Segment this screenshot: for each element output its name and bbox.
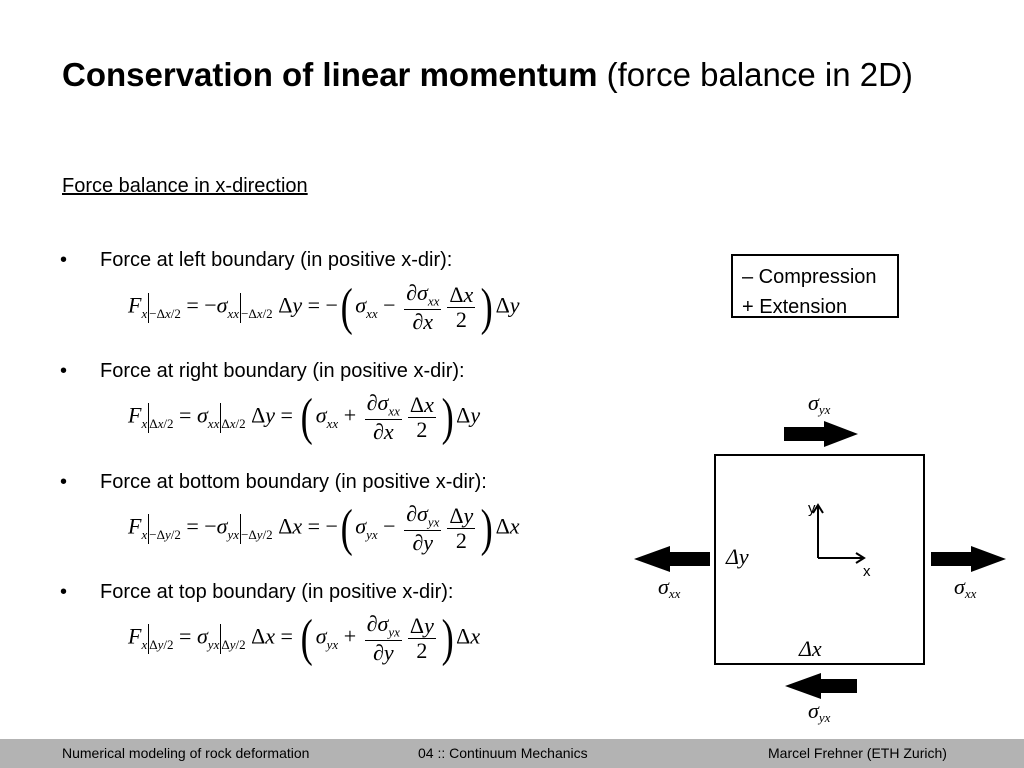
- stress-element-diagram: [620, 385, 1024, 730]
- bullet-right-boundary: Force at right boundary (in positive x-dir):: [100, 360, 465, 382]
- bullet-left-boundary: Force at left boundary (in positive x-dir):: [100, 249, 453, 271]
- bullet-marker: •: [60, 471, 68, 493]
- legend-extension: + Extension: [742, 296, 848, 318]
- section-heading: Force balance in x-direction: [62, 175, 308, 197]
- top-shear-arrow: [784, 421, 858, 447]
- equation-left-boundary: $F_x$ $_{-\Delta x/2} = -\sigma_{xx}$ $_{-\Delta x/2}$ Δy = −( $\sigma_{xx}$ − $\frac{\partial\sigma_{xx}}{\partial x}$ $\frac{\Delta x}{2}$ ) Δy: [128, 279, 520, 336]
- footer-bar: [0, 739, 1024, 768]
- bullet-bottom-boundary: Force at bottom boundary (in positive x-dir):: [100, 471, 487, 493]
- equation-bottom-boundary: $F_x$ $_{-\Delta y/2} = -\sigma_{yx}$ $_{-\Delta y/2}$ Δx = −( $\sigma_{yx}$ − $\frac{\partial\sigma_{yx}}{\partial y}$ $\frac{\Delta y}{2}$ ) Δx: [128, 500, 520, 557]
- right-normal-arrow: [931, 546, 1006, 572]
- bottom-shear-arrow: [785, 673, 857, 699]
- bullet-top-boundary: Force at top boundary (in positive x-dir):: [100, 581, 454, 603]
- footer-chapter: 04 :: Continuum Mechanics: [418, 745, 588, 761]
- delta-y-label: Δy: [726, 544, 749, 569]
- footer-course: Numerical modeling of rock deformation: [62, 745, 310, 761]
- bullet-marker: •: [60, 581, 68, 603]
- equation-top-boundary: $F_x$ $_{\Delta y/2} = \sigma_{yx}$ $_{\Delta y/2}$ Δx = ( $\sigma_{yx}$ + $\frac{\partial\sigma_{yx}}{\partial y}$ $\frac{\Delta y}{2}$ ) Δx: [128, 610, 481, 667]
- sigma-xx-left: σxx: [658, 574, 681, 601]
- title-rest: (force balance in 2D): [597, 56, 913, 93]
- bullet-marker: •: [60, 360, 68, 382]
- left-normal-arrow: [634, 546, 710, 572]
- bullet-marker: •: [60, 249, 68, 271]
- slide-title: [62, 56, 913, 94]
- sigma-yx-bottom: σyx: [808, 698, 831, 725]
- axis-x-label: x: [863, 563, 871, 580]
- sign-convention-box: [731, 254, 899, 318]
- equation-right-boundary: $F_x$ $_{\Delta x/2} = \sigma_{xx}$ $_{\Delta x/2}$ Δy = ( $\sigma_{xx}$ + $\frac{\partial\sigma_{xx}}{\partial x}$ $\frac{\Delta x}{2}$ ) Δy: [128, 389, 481, 446]
- legend-compression: – Compression: [742, 266, 877, 288]
- title-bold: Conservation of linear momentum: [62, 56, 598, 93]
- delta-x-label: Δx: [799, 636, 822, 661]
- sigma-xx-right: σxx: [954, 574, 977, 601]
- sigma-yx-top: σyx: [808, 390, 831, 417]
- footer-author: Marcel Frehner (ETH Zurich): [768, 745, 947, 761]
- axis-y-label: y: [808, 500, 816, 517]
